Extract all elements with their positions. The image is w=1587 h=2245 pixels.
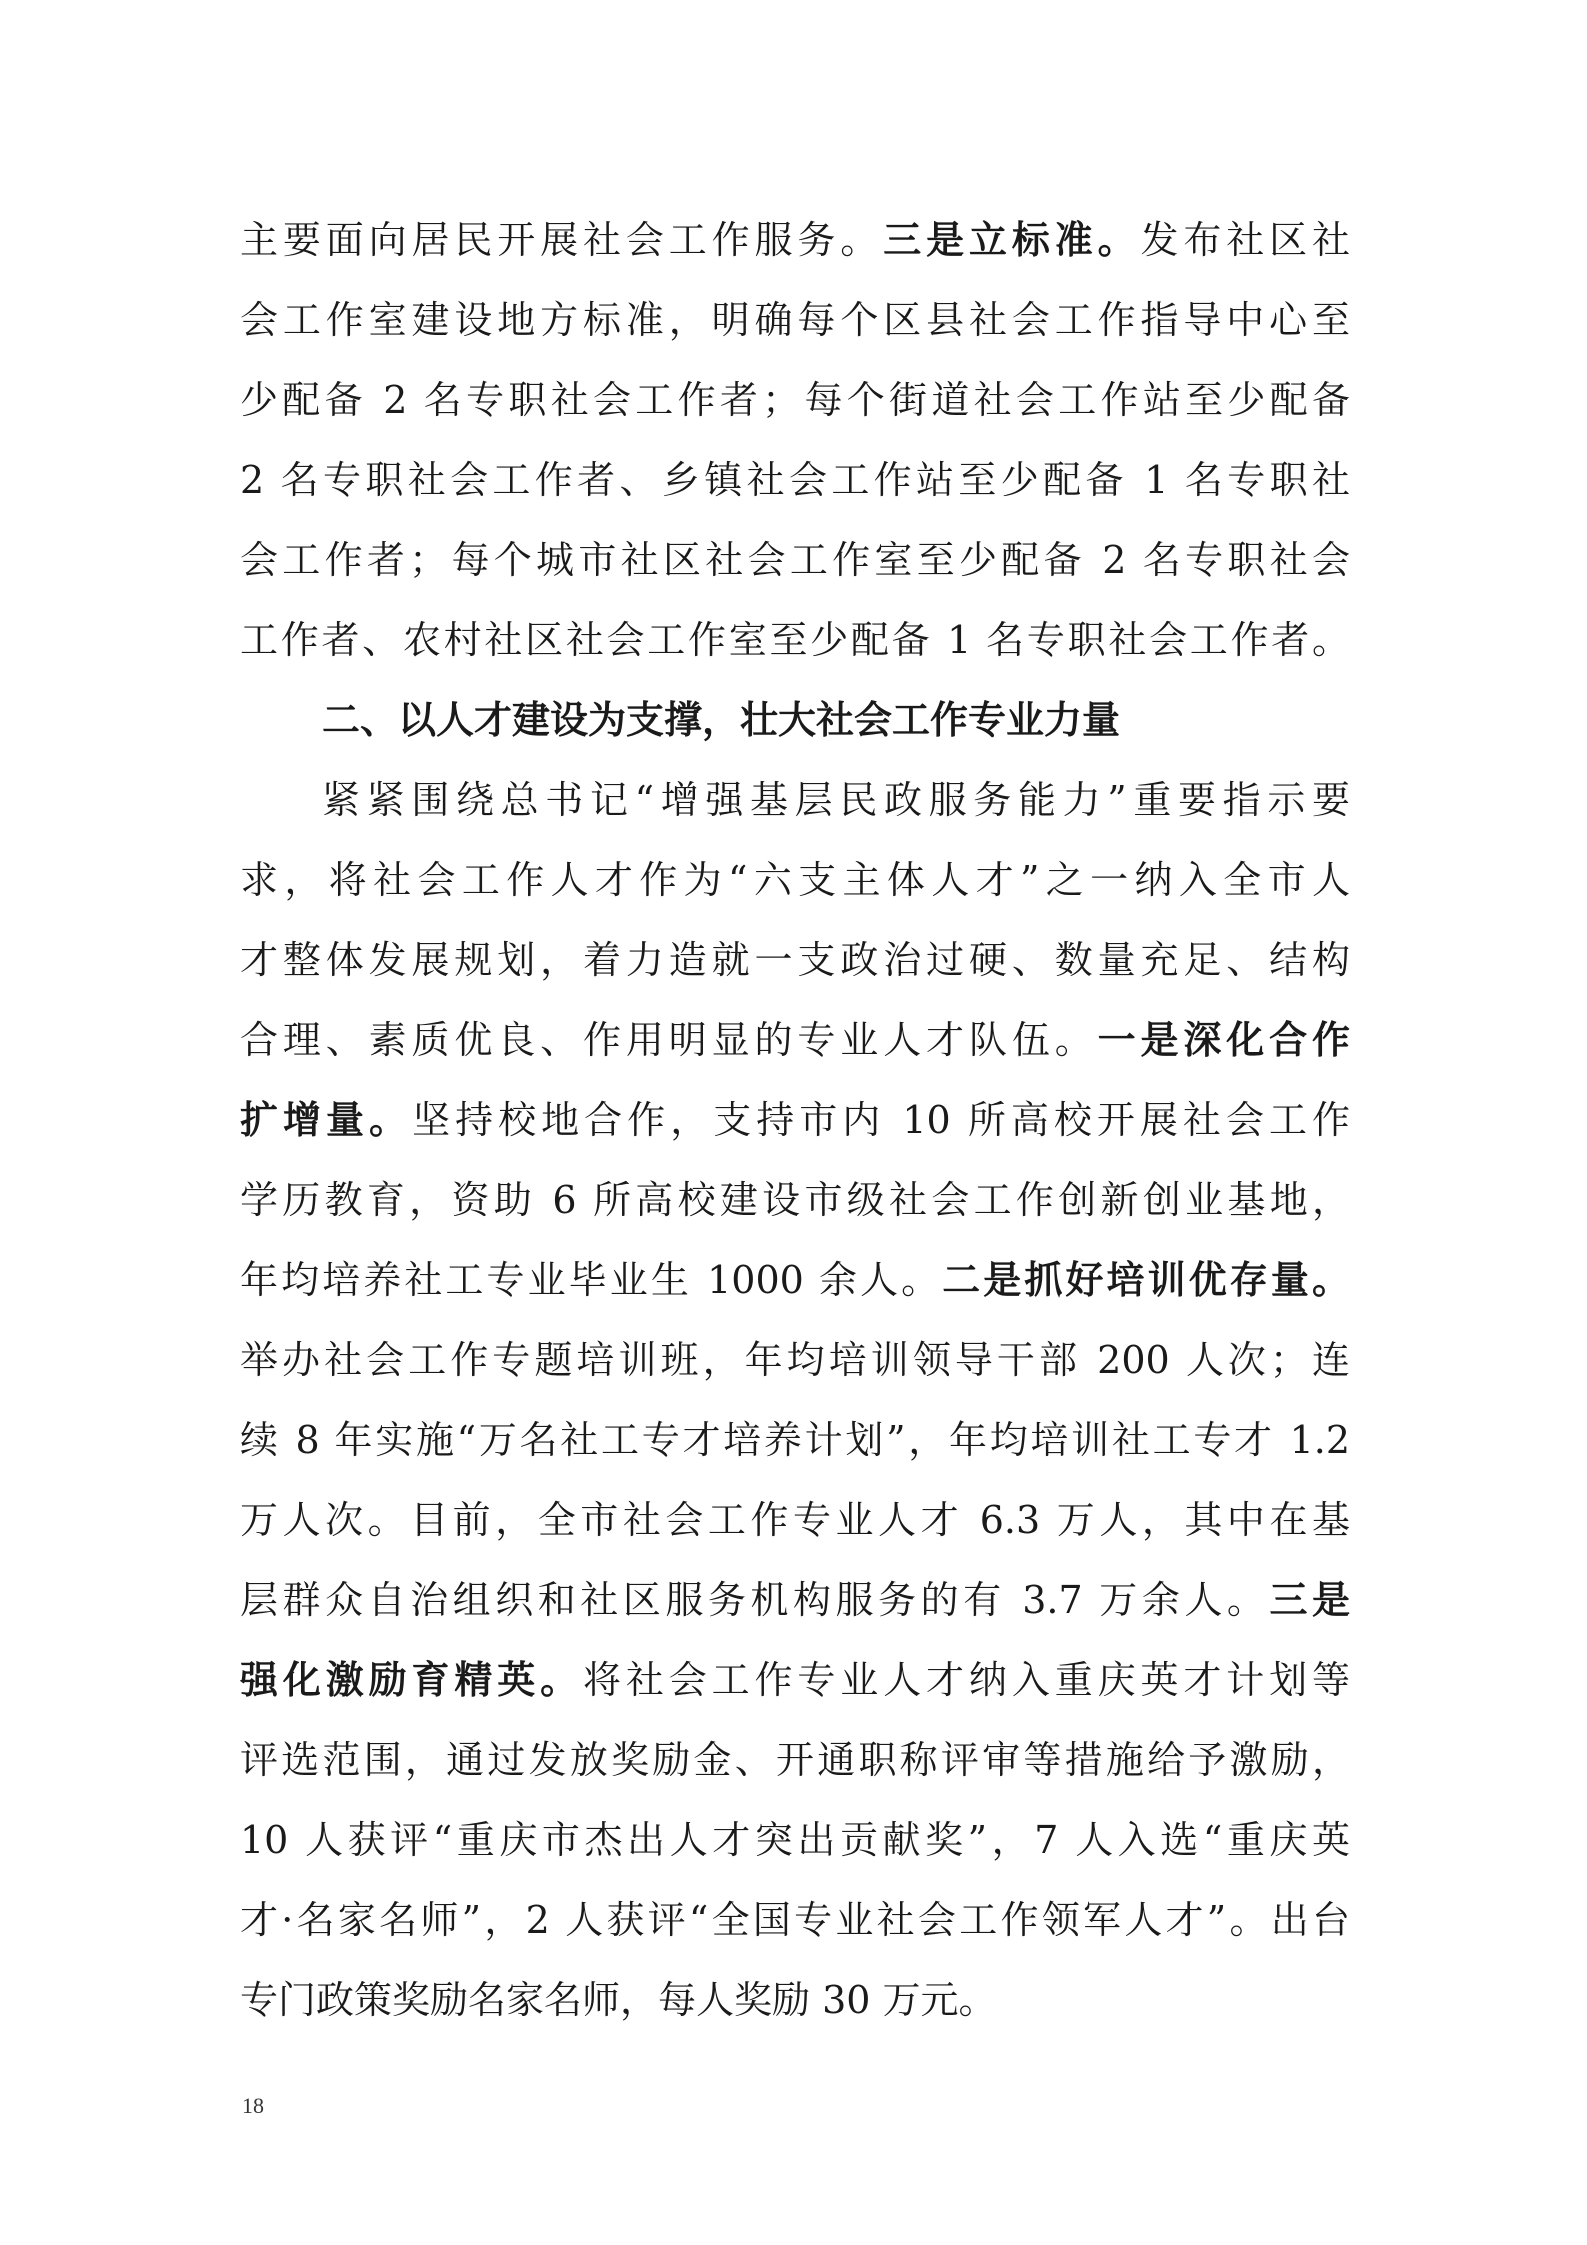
text-line [240,360,1350,440]
text-line [240,200,1350,280]
text-segment: 合理、素质优良、作用明显的专业人才队伍。 [240,1018,1098,1062]
text-segment: 主要面向居民开展社会工作服务。 [240,218,884,262]
text-line [240,1480,1350,1560]
text-segment: 才整体发展规划，着力造就一支政治过硬、数量充足、结构 [240,938,1350,982]
text-line [240,1000,1350,1080]
text-line [240,1320,1350,1400]
text-line [240,1640,1350,1720]
section-heading [240,680,1350,760]
text-segment: 2 名专职社会工作者、乡镇社会工作站至少配备 1 名专职社 [240,458,1350,502]
text-line [240,1080,1350,1160]
text-segment: 工作者、农村社区社会工作室至少配备 1 名专职社会工作者。 [240,618,1350,662]
bold-phrase: 三是立标准。 [883,218,1141,262]
bold-phrase: 扩增量。 [240,1098,413,1142]
text-segment: 学历教育，资助 6 所高校建设市级社会工作创新创业基地， [240,1178,1350,1222]
text-line [240,600,1350,680]
text-segment: 层群众自治组织和社区服务机构服务的有 3.7 万余人。 [240,1578,1270,1622]
text-line [240,1240,1350,1320]
text-segment: 坚持校地合作，支持市内 10 所高校开展社会工作 [412,1098,1350,1142]
text-line [240,840,1350,920]
bold-phrase: 三是 [1269,1578,1350,1622]
text-segment: 举办社会工作专题培训班，年均培训领导干部 200 人次；连 [240,1338,1350,1382]
body-text [240,200,1350,2040]
text-line [240,280,1350,360]
text-segment: 紧紧围绕总书记“增强基层民政服务能力”重要指示要 [322,778,1350,822]
text-line [240,440,1350,520]
text-segment: 发布社区社 [1140,218,1350,262]
text-segment: 万人次。目前，全市社会工作专业人才 6.3 万人，其中在基 [240,1498,1350,1542]
bold-phrase: 二是抓好培训优存量。 [942,1258,1350,1302]
text-segment: 会工作室建设地方标准，明确每个区县社会工作指导中心至 [240,298,1350,342]
text-segment: 10 人获评“重庆市杰出人才突出贡献奖”，7 人入选“重庆英 [240,1818,1350,1862]
text-line [240,1400,1350,1480]
text-segment: 二、以人才建设为支撑，壮大社会工作专业力量 [322,698,1121,742]
text-segment: 求，将社会工作人才作为“六支主体人才”之一纳入全市人 [240,858,1350,902]
text-segment: 专门政策奖励名家名师，每人奖励 30 万元。 [240,1978,997,2022]
bold-phrase: 强化激励育精英。 [240,1658,584,1702]
text-line [240,520,1350,600]
text-segment: 少配备 2 名专职社会工作者；每个街道社会工作站至少配备 [240,378,1350,422]
text-segment: 年均培养社工专业毕业生 1000 余人。 [240,1258,943,1302]
text-line [240,1960,1350,2040]
text-line [240,1720,1350,1800]
text-line [240,760,1350,840]
text-segment: 续 8 年实施“万名社工专才培养计划”，年均培训社工专才 1.2 [240,1418,1350,1462]
text-segment: 会工作者；每个城市社区社会工作室至少配备 2 名专职社会 [240,538,1350,582]
text-line [240,1160,1350,1240]
text-line [240,1880,1350,1960]
text-segment: 将社会工作专业人才纳入重庆英才计划等 [583,1658,1350,1702]
text-line [240,1800,1350,1880]
bold-phrase: 一是深化合作 [1097,1018,1350,1062]
text-segment: 评选范围，通过发放奖励金、开通职称评审等措施给予激励， [240,1738,1350,1782]
page-number: 18 [242,2093,264,2118]
text-line [240,920,1350,1000]
text-segment: 才·名家名师”，2 人获评“全国专业社会工作领军人才”。出台 [240,1898,1350,1942]
text-line [240,1560,1350,1640]
